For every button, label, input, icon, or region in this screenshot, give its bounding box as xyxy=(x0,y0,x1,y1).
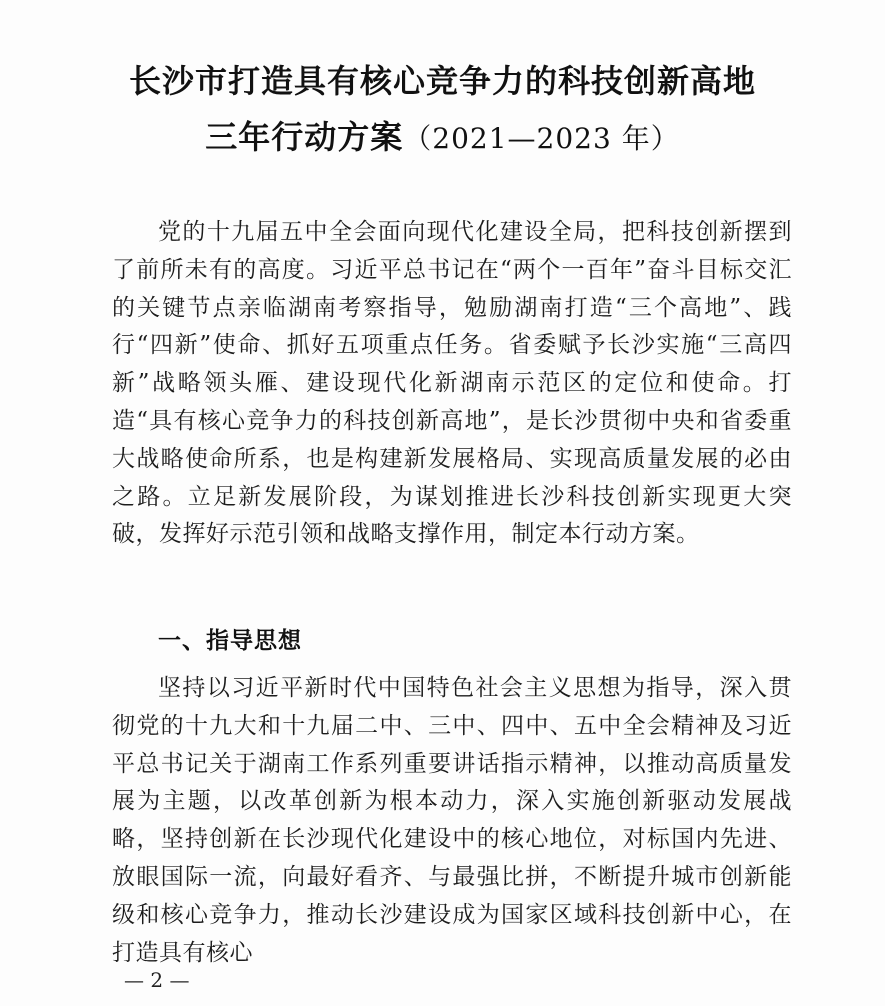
guiding-ideology-paragraph: 坚持以习近平新时代中国特色社会主义思想为指导，深入贯彻党的十九大和十九届二中、三中、四中、五中全会精神及习近平总书记关于湖南工作系列重要讲话指示精神，以推动高质量发展为主题，以改革创新为根本动力，深入实施创新驱动发展战略，坚持创新在长沙现代化建设中的核心地位，对标国内先进、放眼国际一流，向最好看齐、与最强比拼，不断提升城市创新能级和核心竞争力，推动长沙建设成为国家区域科技创新中心，在打造具有核心 xyxy=(112,675,792,966)
document-title-line2 xyxy=(0,112,885,158)
section-heading-guiding-ideology: 一、指导思想 xyxy=(158,628,302,654)
document-title-main: 三年行动方案 xyxy=(205,118,404,156)
document-title-line1: 长沙市打造具有核心竞争力的科技创新高地 xyxy=(128,62,756,100)
intro-paragraph: 党的十九届五中全会面向现代化建设全局，把科技创新摆到了前所未有的高度。习近平总书记在“两个一百年”奋斗目标交汇的关键节点亲临湖南考察指导，勉励湖南打造“三个高地”、践行“四新”使命、抓好五项重点任务。省委赋予长沙实施“三高四新”战略领头雁、建设现代化新湖南示范区的定位和使命。打造“具有核心竞争力的科技创新高地”，是长沙贯彻中央和省委重大战略使命所系，也是构建新发展格局、实现高质量发展的必由之路。立足新发展阶段，为谋划推进长沙科技创新实现更大突破，发挥好示范引领和战略支撑作用，制定本行动方案。 xyxy=(112,219,792,548)
page-number: — 2 — xyxy=(124,968,190,992)
document-title-year: （2021—2023 年） xyxy=(403,122,680,155)
